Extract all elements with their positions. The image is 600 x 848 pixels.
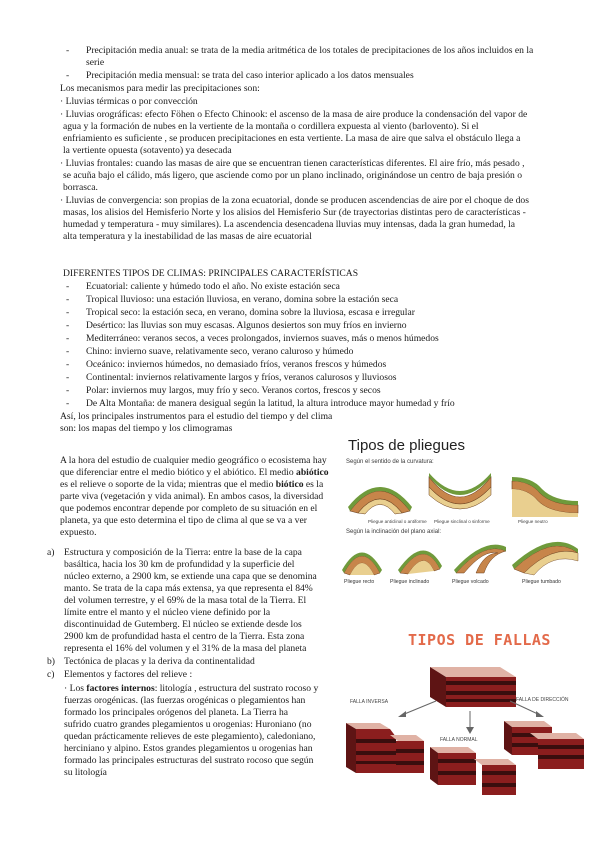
text-line: basáltica, hacia los 30 km de profundidad y la superficie del <box>64 559 295 570</box>
clima-item: Mediterráneo: veranos secos, a veces prolongados, inviernos suaves, más o menos húmedos <box>86 333 439 344</box>
clima-item: Tropical lluvioso: una estación lluviosa, en verano, domina sobre la estación seca <box>86 294 399 305</box>
pliegue-caption: Pliegue volcado <box>452 579 489 585</box>
text-line: Elementos y factores del relieve : <box>64 669 193 680</box>
text-line: enfriamiento es suficiente , se producen precipitaciones en esta vertiente. La masa de aire que salva el obstáculo llega a <box>63 133 521 144</box>
pliegues-row2-illustration <box>340 539 586 577</box>
pliegues-row1-illustration <box>340 467 586 517</box>
climas-heading: DIFERENTES TIPOS DE CLIMAS: PRINCIPALES CARACTERÍSTICAS <box>63 268 359 279</box>
list-dash: - <box>66 372 70 383</box>
clima-item: Tropical seco: la estación seca, en verano, domina sobre la lluviosa, escasa e irregular <box>86 307 415 318</box>
text-line: fuerzas orogénicas. (las fuerzas orogénicas o plegamientos han <box>64 695 306 706</box>
pliegue-caption: Pliegue anticlinal o antiforme <box>368 519 427 524</box>
text-line: Así, los principales instrumentos para el estudio del tiempo y del clima <box>60 411 333 422</box>
text-line: Estructura y composición de la Tierra: entre la base de la capa <box>64 547 302 558</box>
clima-item: Ecuatorial: caliente y húmedo todo el año. No existe estación seca <box>86 281 340 292</box>
pliegue-caption: Pliegue tumbado <box>522 579 561 585</box>
pliegues-subtitle: Según el sentido de la curvatura: <box>346 459 434 465</box>
text-line: núcleo externo, a 2900 km, se extiende una capa que se denomina <box>64 571 317 582</box>
text-line: agua y la formación de nubes en la vertiente de la montaña o cordillera expuesta al viento (barlovento). Si el <box>63 121 479 132</box>
list-dash: - <box>66 359 70 370</box>
mecanismos-intro: Los mecanismos para medir las precipitaciones son: <box>60 83 260 94</box>
text-line: formado las principales estructuras del sustrato rocoso que según <box>64 755 314 766</box>
text-line: Precipitación media anual: se trata de la media aritmética de los totales de precipitaciones de los años incluidos en la <box>86 45 534 56</box>
fallas-illustration <box>340 625 590 795</box>
item-label: a) <box>47 547 55 558</box>
list-dash: - <box>66 333 70 344</box>
text-line: · Lluvias de convergencia: son propias de la zona ecuatorial, donde se producen ascendencias de aire por el choque de dos <box>60 195 529 206</box>
text-line: · Los factores internos: litología , estructura del sustrato rocoso y <box>64 683 319 694</box>
fallas-figure <box>340 625 590 795</box>
text-line: su litología <box>64 767 107 778</box>
text-line: la vertiente opuesta (sotavento) ya desecada <box>63 145 232 156</box>
text-line: · Lluvias térmicas o por convección <box>60 96 198 107</box>
falla-caption: FALLA INVERSA <box>350 699 389 705</box>
text-line: expuesto. <box>60 527 97 538</box>
list-dash: - <box>66 398 70 409</box>
text-line: Precipitación media mensual: se trata del caso interior aplicado a los datos mensuales <box>86 70 414 81</box>
text-line: discontinuidad de Gutemberg. El núcleo se extiende desde los <box>64 619 302 630</box>
text-line: es el relieve o soporte de la vida; mientras que el medio biótico es la <box>60 479 324 490</box>
text-line: se acuña bajo el cálido, más ligero, que asciende como por un plano inclinado, originándose un centro de baja presión o <box>63 170 523 181</box>
pliegue-caption: Pliegue inclinado <box>390 579 430 585</box>
text-line: parte viva (vegetación y vida animal). En ambos casos, la diversidad <box>60 491 324 502</box>
text-line: A la hora del estudio de cualquier medio geográfico o ecosistema hay <box>60 455 327 466</box>
falla-caption: FALLA DE DIRECCIÓN <box>516 697 569 703</box>
text-line: masas, los alisios del Hemisferio Norte y los alisios del Hemisferio Sur (de trayectorias distintas pero de características - <box>63 207 526 218</box>
clima-item: De Alta Montaña: de manera desigual según la latitud, la altura introduce mayor humedad y frío <box>86 398 455 409</box>
clima-item: Desértico: las lluvias son muy escasas. Algunos desiertos son muy fríos en invierno <box>86 320 407 331</box>
text-line: representa el 16% del volumen y el 31% de la masa del planeta <box>64 643 307 654</box>
text-line: quedan prácticamente relieves de este plegamiento), caledoniano, <box>64 731 316 742</box>
text-line: · Lluvias orográficas: efecto Föhen o Efecto Chinook: el ascenso de la masa de aire produce la condensación del vapor de <box>60 109 528 120</box>
text-line: límite entre el manto y el núcleo viene definido por la <box>64 607 271 618</box>
text-line: manto. Se trata de la capa más extensa, ya que representa el 84% <box>64 583 313 594</box>
pliegues-figure <box>340 437 586 587</box>
text-line: planeta, ya que esto determina el tipo de clima al que se va a ver <box>60 515 307 526</box>
list-dash: - <box>66 346 70 357</box>
pliegue-caption: Pliegue recto <box>344 579 375 585</box>
pliegue-caption: Pliegue neutro <box>518 519 548 524</box>
list-dash: - <box>66 385 70 396</box>
text-line: humedad y temperatura - muy similares). La ascendencia desencadena lluvias muy intensas, dada la gran humedad, la <box>63 219 516 230</box>
text-line: del volumen terrestre, y el 69% de la masa total de la Tierra. El <box>64 595 307 606</box>
pliegues-subtitle: Según la inclinación del plano axial: <box>346 529 442 535</box>
pliegues-title: Tipos de pliegues <box>348 437 466 454</box>
text-line: que podemos encontrar depende por completo de su situación en el <box>60 503 318 514</box>
list-dash: - <box>66 320 70 331</box>
text-line: son: los mapas del tiempo y los climogramas <box>60 423 233 434</box>
text-line: borrasca. <box>63 182 98 193</box>
list-dash: - <box>66 45 70 56</box>
list-dash: - <box>66 281 70 292</box>
list-dash: - <box>66 294 70 305</box>
list-dash: - <box>66 70 70 81</box>
text-line: serie <box>86 57 105 68</box>
fallas-title: TIPOS DE FALLAS <box>408 631 551 649</box>
text-line: alta temperatura y la inestabilidad de las masas de aire ecuatorial <box>63 231 312 242</box>
text-line: 2900 km de profundidad hasta el centro de la Tierra. Esta zona <box>64 631 305 642</box>
clima-item: Polar: inviernos muy largos, muy frío y seco. Veranos cortos, frescos y secos <box>86 385 381 396</box>
list-dash: - <box>66 307 70 318</box>
text-line: Tectónica de placas y la deriva da continentalidad <box>64 656 255 667</box>
text-line: formado los principales orógenos del planeta. La Tierra ha <box>64 707 289 718</box>
item-label: b) <box>47 656 55 667</box>
text-line: que diferenciar entre el medio biótico y el abiótico. El medio abiótico <box>60 467 329 478</box>
falla-caption: FALLA NORMAL <box>440 737 478 743</box>
text-line: · Lluvias frontales: cuando las masas de aire que se encuentran tienen características diferentes. El aire frío, más pesado , <box>60 158 525 169</box>
text-line: sufrido cuatro grandes plegamientos u orogenias: Huroniano (no <box>64 719 312 730</box>
clima-item: Oceánico: inviernos húmedos, no demasiado fríos, veranos frescos y húmedos <box>86 359 387 370</box>
clima-item: Continental: inviernos relativamente largos y fríos, veranos calurosos y lluviosos <box>86 372 397 383</box>
item-label: c) <box>47 669 55 680</box>
text-line: herciniano y alpino. Estos grandes plegamientos u orogenias han <box>64 743 313 754</box>
clima-item: Chino: invierno suave, relativamente seco, verano caluroso y húmedo <box>86 346 354 357</box>
pliegue-caption: Pliegue sinclinal o sinforme <box>434 519 490 524</box>
